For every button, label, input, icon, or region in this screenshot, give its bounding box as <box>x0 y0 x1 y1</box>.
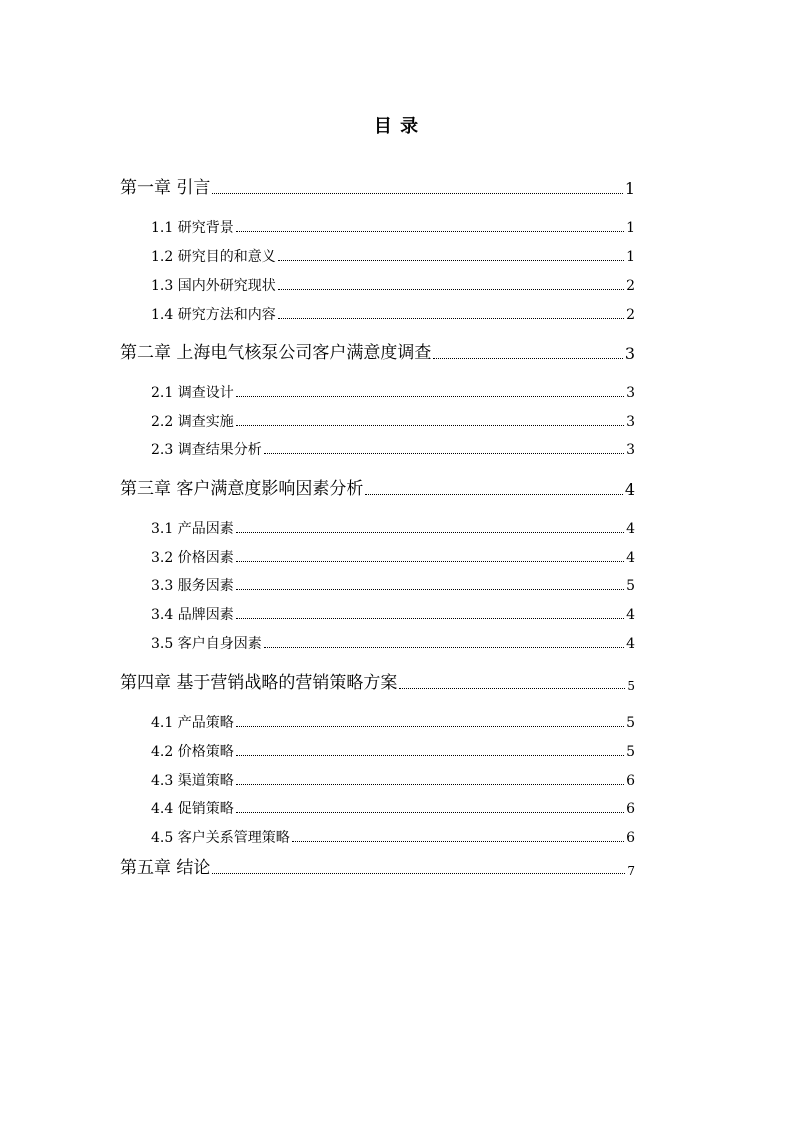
toc-entry-page: 5 <box>626 744 635 760</box>
toc-entry-label: 4.3 渠道策略 <box>151 773 234 789</box>
dot-leader <box>278 259 624 261</box>
toc-entry-page: 4 <box>624 480 635 499</box>
dot-leader <box>236 754 624 756</box>
toc-entry-label: 第四章 基于营销战略的营销策略方案 <box>120 673 398 693</box>
toc-entry-page: 5 <box>627 679 635 693</box>
dot-leader <box>399 687 625 689</box>
toc-entry-page: 1 <box>626 220 635 236</box>
dot-leader <box>236 560 624 562</box>
toc-entry-label: 第二章 上海电气核泵公司客户满意度调查 <box>120 343 432 363</box>
dot-leader <box>365 493 622 495</box>
dot-leader <box>236 617 624 619</box>
toc-entry-label: 4.5 客户关系管理策略 <box>151 830 290 846</box>
toc-entry-section-1-3[interactable] <box>151 279 635 293</box>
toc-entry-chapter-1[interactable] <box>120 180 635 197</box>
toc-entry-page: 3 <box>626 442 635 458</box>
toc-entry-page: 4 <box>626 550 635 566</box>
toc-entry-section-1-1[interactable] <box>151 221 635 235</box>
toc-entry-label: 1.1 研究背景 <box>151 220 234 236</box>
dot-leader <box>236 424 624 426</box>
toc-entry-page: 6 <box>626 830 635 846</box>
toc-entry-chapter-4[interactable] <box>120 675 635 692</box>
dot-leader <box>264 646 624 648</box>
toc-entry-section-2-2[interactable] <box>151 415 635 429</box>
dot-leader <box>278 288 624 290</box>
toc-entry-label: 2.1 调查设计 <box>151 385 234 401</box>
toc-entry-label: 3.3 服务因素 <box>151 578 234 594</box>
toc-entry-section-3-4[interactable] <box>151 608 635 622</box>
toc-entry-page: 4 <box>626 636 635 652</box>
toc-entry-label: 第五章 结论 <box>120 858 211 878</box>
toc-entry-page: 2 <box>626 307 635 323</box>
toc-entry-section-3-1[interactable] <box>151 522 635 536</box>
toc-entry-page: 3 <box>624 344 635 363</box>
dot-leader <box>236 395 624 397</box>
toc-entry-section-2-1[interactable] <box>151 386 635 400</box>
toc-entry-label: 2.3 调查结果分析 <box>151 442 262 458</box>
dot-leader <box>236 588 624 590</box>
toc-entry-section-3-5[interactable] <box>151 637 635 651</box>
toc-entry-page: 3 <box>626 414 635 430</box>
toc-entry-section-4-1[interactable] <box>151 716 635 730</box>
toc-entry-page: 1 <box>624 179 635 198</box>
toc-entry-page: 4 <box>626 607 635 623</box>
toc-entry-chapter-5[interactable] <box>120 860 635 877</box>
toc-entry-label: 第一章 引言 <box>120 178 211 198</box>
toc-entry-section-4-4[interactable] <box>151 802 635 816</box>
toc-entry-label: 1.3 国内外研究现状 <box>151 278 276 294</box>
toc-entry-page: 7 <box>627 864 635 878</box>
dot-leader <box>236 783 624 785</box>
dot-leader <box>236 531 624 533</box>
dot-leader <box>212 872 625 874</box>
toc-entry-label: 1.4 研究方法和内容 <box>151 307 276 323</box>
toc-entry-label: 3.2 价格因素 <box>151 550 234 566</box>
dot-leader <box>236 725 624 727</box>
toc-entry-label: 3.5 客户自身因素 <box>151 636 262 652</box>
toc-entry-chapter-3[interactable] <box>120 481 635 498</box>
toc-entry-label: 2.2 调查实施 <box>151 414 234 430</box>
toc-entry-page: 6 <box>626 773 635 789</box>
toc-entry-label: 4.2 价格策略 <box>151 744 234 760</box>
toc-entry-page: 6 <box>626 801 635 817</box>
toc-entry-section-4-5[interactable] <box>151 831 635 845</box>
toc-entry-label: 第三章 客户满意度影响因素分析 <box>120 479 364 499</box>
toc-entry-label: 3.1 产品因素 <box>151 521 234 537</box>
toc-entry-chapter-2[interactable] <box>120 345 635 362</box>
toc-entry-page: 2 <box>626 278 635 294</box>
toc-entry-label: 4.4 促销策略 <box>151 801 234 817</box>
dot-leader <box>264 452 624 454</box>
dot-leader <box>236 811 624 813</box>
toc-entry-page: 5 <box>626 715 635 731</box>
toc-entry-page: 5 <box>626 578 635 594</box>
dot-leader <box>433 357 622 359</box>
toc-entry-section-3-3[interactable] <box>151 579 635 593</box>
toc-entry-section-1-4[interactable] <box>151 308 635 322</box>
toc-title: 目 录 <box>373 116 420 137</box>
dot-leader <box>212 192 622 194</box>
toc-entry-page: 4 <box>626 521 635 537</box>
toc-entry-section-4-2[interactable] <box>151 745 635 759</box>
toc-entry-page: 1 <box>626 249 635 265</box>
toc-entry-section-3-2[interactable] <box>151 551 635 565</box>
toc-entry-label: 4.1 产品策略 <box>151 715 234 731</box>
toc-entry-section-1-2[interactable] <box>151 250 635 264</box>
dot-leader <box>278 317 624 319</box>
toc-entry-label: 1.2 研究目的和意义 <box>151 249 276 265</box>
toc-entry-section-4-3[interactable] <box>151 774 635 788</box>
toc-entry-section-2-3[interactable] <box>151 443 635 457</box>
toc-entry-page: 3 <box>626 385 635 401</box>
toc-entry-label: 3.4 品牌因素 <box>151 607 234 623</box>
dot-leader <box>292 840 624 842</box>
dot-leader <box>236 230 624 232</box>
